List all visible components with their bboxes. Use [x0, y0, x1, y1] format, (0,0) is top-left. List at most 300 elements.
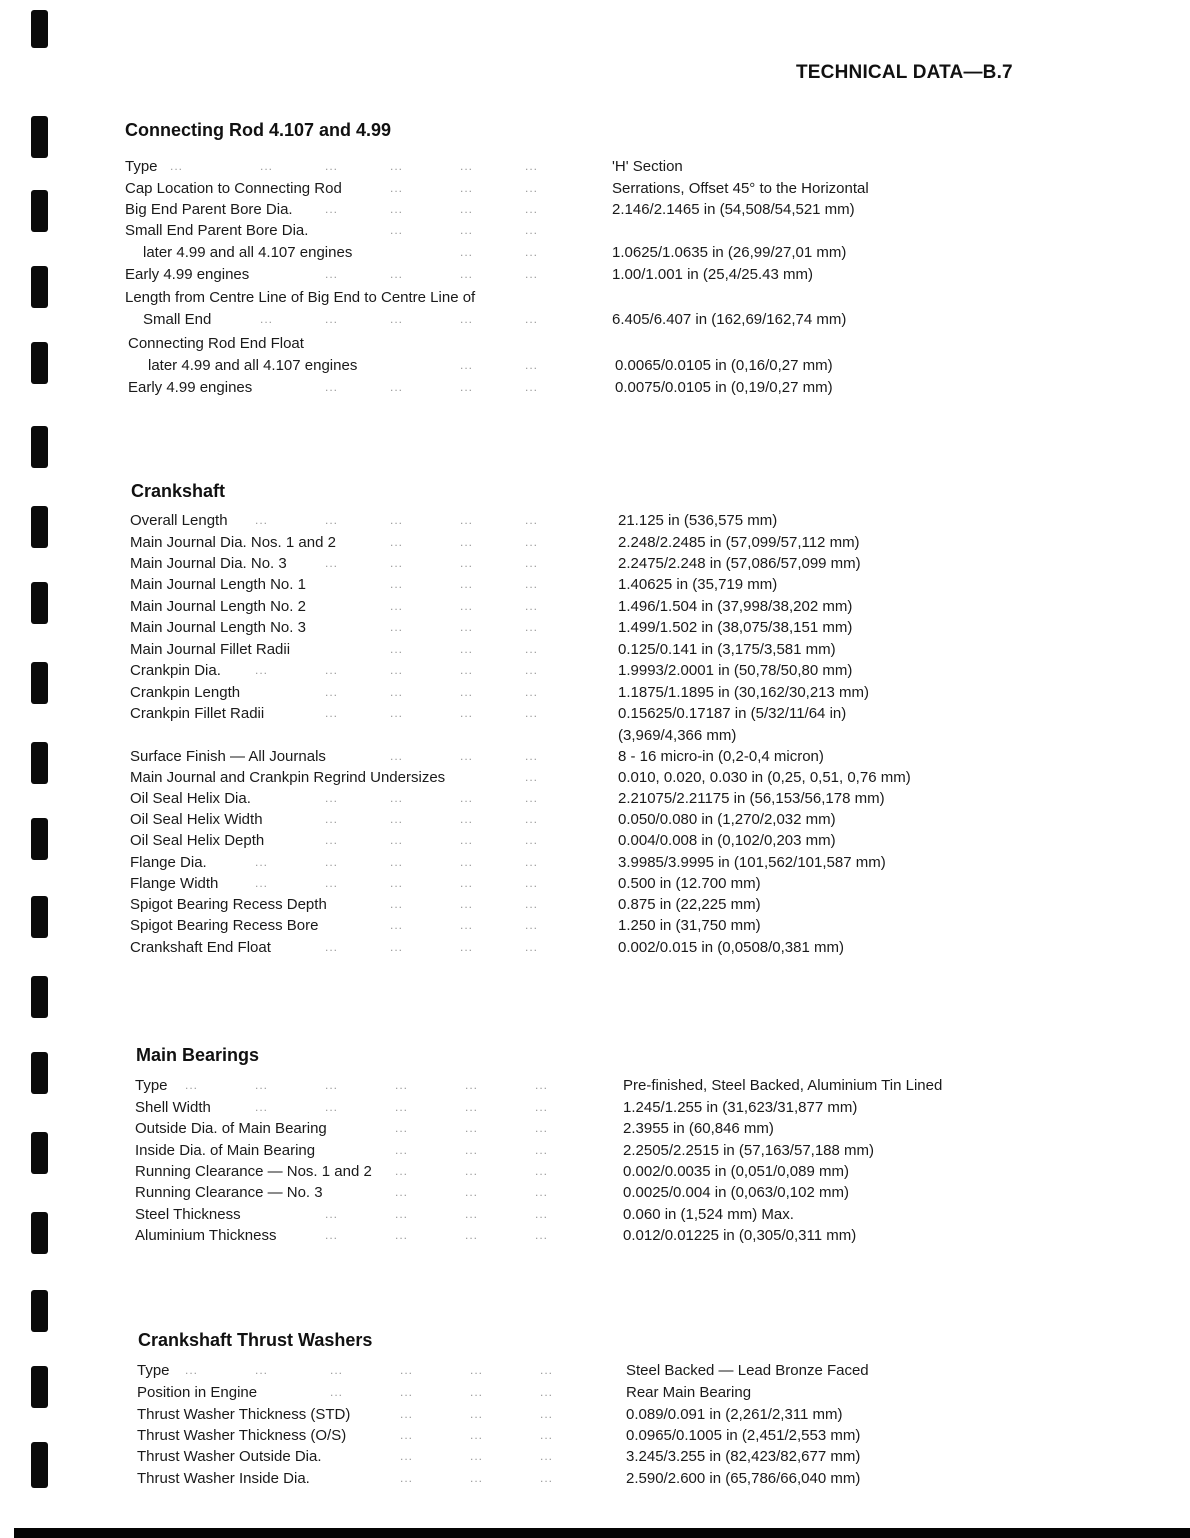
spec-row — [0, 767, 1190, 788]
spec-label: Crankshaft End Float — [130, 939, 271, 956]
spec-value: 0.0065/0.0105 in (0,16/0,27 mm) — [615, 357, 833, 374]
leader-dots: ... — [390, 833, 404, 847]
leader-dots: ... — [185, 1078, 199, 1092]
leader-dots: ... — [525, 940, 539, 954]
leader-dots: ... — [185, 1363, 199, 1377]
leader-dots: ... — [525, 642, 539, 656]
spec-label: Position in Engine — [137, 1384, 258, 1401]
spec-label: Shell Width — [135, 1099, 211, 1116]
spec-label: Small End — [143, 311, 212, 328]
spec-label: Spigot Bearing Recess Depth — [130, 896, 327, 913]
leader-dots: ... — [390, 897, 404, 911]
spec-value: 2.21075/2.21175 in (56,153/56,178 mm) — [618, 790, 885, 807]
spec-value: 1.9993/2.0001 in (50,78/50,80 mm) — [618, 662, 853, 679]
spec-row — [0, 510, 1190, 531]
spec-row — [0, 1075, 1190, 1096]
spec-label: Type — [125, 158, 158, 175]
leader-dots: ... — [390, 181, 404, 195]
spec-row — [0, 1204, 1190, 1225]
spec-row — [0, 1382, 1190, 1403]
leader-dots: ... — [390, 706, 404, 720]
spec-value: 0.002/0.0035 in (0,051/0,089 mm) — [623, 1163, 849, 1180]
leader-dots: ... — [390, 791, 404, 805]
spec-row — [0, 1360, 1190, 1381]
spec-row — [0, 725, 1190, 746]
leader-dots: ... — [525, 918, 539, 932]
leader-dots: ... — [395, 1207, 409, 1221]
spec-value: 0.002/0.015 in (0,0508/0,381 mm) — [618, 939, 844, 956]
section-title: Crankshaft Thrust Washers — [138, 1330, 373, 1350]
leader-dots: ... — [395, 1228, 409, 1242]
leader-dots: ... — [525, 620, 539, 634]
spec-value: 1.0625/1.0635 in (26,99/27,01 mm) — [612, 244, 847, 261]
leader-dots: ... — [525, 223, 539, 237]
leader-dots: ... — [325, 876, 339, 890]
leader-dots: ... — [170, 159, 184, 173]
spec-value: 0.0965/0.1005 in (2,451/2,553 mm) — [626, 1427, 861, 1444]
leader-dots: ... — [325, 1207, 339, 1221]
spec-row — [0, 287, 1190, 308]
leader-dots: ... — [535, 1228, 549, 1242]
spec-row — [0, 703, 1190, 724]
spec-label: Main Journal Fillet Radii — [130, 641, 291, 658]
leader-dots: ... — [525, 159, 539, 173]
leader-dots: ... — [525, 181, 539, 195]
leader-dots: ... — [325, 791, 339, 805]
leader-dots: ... — [460, 513, 474, 527]
binding-hole-mark — [31, 116, 48, 158]
spec-label: Oil Seal Helix Width — [130, 811, 263, 828]
spec-row — [0, 639, 1190, 660]
spec-label: Connecting Rod End Float — [128, 335, 304, 352]
spec-row — [0, 553, 1190, 574]
leader-dots: ... — [525, 599, 539, 613]
leader-dots: ... — [540, 1385, 554, 1399]
leader-dots: ... — [330, 1363, 344, 1377]
leader-dots: ... — [390, 620, 404, 634]
spec-row — [0, 746, 1190, 767]
leader-dots: ... — [525, 833, 539, 847]
leader-dots: ... — [460, 791, 474, 805]
section-title: Crankshaft — [131, 481, 226, 501]
leader-dots: ... — [390, 267, 404, 281]
binding-hole-mark — [31, 10, 48, 48]
leader-dots: ... — [325, 159, 339, 173]
leader-dots: ... — [400, 1449, 414, 1463]
spec-label: Oil Seal Helix Dia. — [130, 790, 251, 807]
spec-label: Aluminium Thickness — [135, 1227, 277, 1244]
spec-value: (3,969/4,366 mm) — [618, 727, 737, 744]
leader-dots: ... — [460, 535, 474, 549]
leader-dots: ... — [325, 812, 339, 826]
spec-row — [0, 873, 1190, 894]
leader-dots: ... — [325, 1100, 339, 1114]
leader-dots: ... — [325, 663, 339, 677]
leader-dots: ... — [460, 749, 474, 763]
leader-dots: ... — [325, 833, 339, 847]
leader-dots: ... — [260, 312, 274, 326]
spec-value: 0.0075/0.0105 in (0,19/0,27 mm) — [615, 379, 833, 396]
leader-dots: ... — [525, 791, 539, 805]
leader-dots: ... — [525, 556, 539, 570]
spec-label: Surface Finish — All Journals — [130, 748, 326, 765]
leader-dots: ... — [535, 1078, 549, 1092]
spec-value: 3.245/3.255 in (82,423/82,677 mm) — [626, 1448, 861, 1465]
spec-value: Steel Backed — Lead Bronze Faced — [626, 1362, 869, 1379]
leader-dots: ... — [460, 181, 474, 195]
spec-label: Crankpin Fillet Radii — [130, 705, 265, 722]
section-title: Connecting Rod 4.107 and 4.99 — [125, 120, 392, 140]
spec-value: Pre-finished, Steel Backed, Aluminium Tin Lined — [623, 1077, 943, 1094]
leader-dots: ... — [325, 940, 339, 954]
spec-label: Main Journal Length No. 1 — [130, 576, 306, 593]
spec-row — [0, 852, 1190, 873]
spec-label: Running Clearance — No. 3 — [135, 1184, 323, 1201]
spec-row — [0, 788, 1190, 809]
leader-dots: ... — [325, 202, 339, 216]
spec-label: Thrust Washer Thickness (O/S) — [137, 1427, 347, 1444]
spec-label: Flange Dia. — [130, 854, 207, 871]
spec-row — [0, 1118, 1190, 1139]
spec-row — [0, 1140, 1190, 1161]
leader-dots: ... — [395, 1100, 409, 1114]
spec-row — [0, 809, 1190, 830]
leader-dots: ... — [525, 706, 539, 720]
leader-dots: ... — [390, 577, 404, 591]
leader-dots: ... — [525, 312, 539, 326]
leader-dots: ... — [390, 202, 404, 216]
leader-dots: ... — [465, 1185, 479, 1199]
leader-dots: ... — [325, 1078, 339, 1092]
leader-dots: ... — [470, 1407, 484, 1421]
leader-dots: ... — [460, 159, 474, 173]
section-title: Main Bearings — [136, 1045, 260, 1065]
spec-label: Oil Seal Helix Depth — [130, 832, 265, 849]
leader-dots: ... — [400, 1385, 414, 1399]
leader-dots: ... — [460, 312, 474, 326]
leader-dots: ... — [460, 556, 474, 570]
spec-row — [0, 596, 1190, 617]
spec-value: 3.9985/3.9995 in (101,562/101,587 mm) — [618, 854, 886, 871]
leader-dots: ... — [400, 1471, 414, 1485]
leader-dots: ... — [460, 380, 474, 394]
spec-value: 0.125/0.141 in (3,175/3,581 mm) — [618, 641, 836, 658]
spec-label: Crankpin Dia. — [130, 662, 221, 679]
spec-row — [0, 355, 1190, 376]
spec-value: 1.499/1.502 in (38,075/38,151 mm) — [618, 619, 853, 636]
leader-dots: ... — [465, 1100, 479, 1114]
leader-dots: ... — [525, 202, 539, 216]
leader-dots: ... — [525, 380, 539, 394]
spec-value: 0.060 in (1,524 mm) Max. — [623, 1206, 794, 1223]
leader-dots: ... — [470, 1428, 484, 1442]
spec-value: 'H' Section — [612, 158, 683, 175]
leader-dots: ... — [390, 812, 404, 826]
spec-row — [0, 1425, 1190, 1446]
leader-dots: ... — [465, 1078, 479, 1092]
leader-dots: ... — [255, 855, 269, 869]
leader-dots: ... — [460, 918, 474, 932]
leader-dots: ... — [525, 267, 539, 281]
spec-value: 1.40625 in (35,719 mm) — [618, 576, 778, 593]
leader-dots: ... — [525, 876, 539, 890]
spec-value: Serrations, Offset 45° to the Horizontal — [612, 180, 869, 197]
leader-dots: ... — [525, 577, 539, 591]
spec-label: Thrust Washer Inside Dia. — [137, 1470, 310, 1487]
spec-label: Steel Thickness — [135, 1206, 241, 1223]
spec-value: 1.245/1.255 in (31,623/31,877 mm) — [623, 1099, 858, 1116]
leader-dots: ... — [390, 159, 404, 173]
leader-dots: ... — [525, 685, 539, 699]
leader-dots: ... — [390, 642, 404, 656]
leader-dots: ... — [470, 1385, 484, 1399]
leader-dots: ... — [395, 1185, 409, 1199]
spec-value: 0.0025/0.004 in (0,063/0,102 mm) — [623, 1184, 849, 1201]
leader-dots: ... — [395, 1121, 409, 1135]
spec-row — [0, 199, 1190, 220]
spec-row — [0, 1468, 1190, 1489]
spec-value: 0.500 in (12.700 mm) — [618, 875, 761, 892]
spec-label: Cap Location to Connecting Rod — [125, 180, 342, 197]
leader-dots: ... — [460, 897, 474, 911]
binding-hole-mark — [31, 426, 48, 468]
leader-dots: ... — [460, 642, 474, 656]
leader-dots: ... — [470, 1363, 484, 1377]
binding-hole-mark — [31, 976, 48, 1018]
spec-label: Main Journal and Crankpin Regrind Undersizes — [130, 769, 446, 786]
spec-label: Length from Centre Line of Big End to Centre Line of — [125, 289, 476, 306]
spec-value: 2.248/2.2485 in (57,099/57,112 mm) — [618, 534, 860, 551]
spec-label: Thrust Washer Thickness (STD) — [137, 1406, 351, 1423]
leader-dots: ... — [390, 685, 404, 699]
leader-dots: ... — [465, 1228, 479, 1242]
spec-row — [0, 1404, 1190, 1425]
leader-dots: ... — [460, 876, 474, 890]
leader-dots: ... — [535, 1207, 549, 1221]
spec-label: Main Journal Dia. Nos. 1 and 2 — [130, 534, 336, 551]
leader-dots: ... — [535, 1164, 549, 1178]
leader-dots: ... — [390, 535, 404, 549]
spec-row — [0, 937, 1190, 958]
spec-row — [0, 617, 1190, 638]
spec-label: Type — [135, 1077, 168, 1094]
spec-value: 0.012/0.01225 in (0,305/0,311 mm) — [623, 1227, 857, 1244]
spec-value: 0.004/0.008 in (0,102/0,203 mm) — [618, 832, 836, 849]
spec-label: Crankpin Length — [130, 684, 241, 701]
spec-row — [0, 574, 1190, 595]
spec-row — [0, 309, 1190, 330]
spec-value: 6.405/6.407 in (162,69/162,74 mm) — [612, 311, 847, 328]
leader-dots: ... — [540, 1407, 554, 1421]
leader-dots: ... — [325, 380, 339, 394]
leader-dots: ... — [325, 513, 339, 527]
binding-hole-mark — [31, 1290, 48, 1332]
spec-label: Type — [137, 1362, 170, 1379]
spec-value: 2.590/2.600 in (65,786/66,040 mm) — [626, 1470, 861, 1487]
spec-label: Main Journal Length No. 2 — [130, 598, 306, 615]
leader-dots: ... — [460, 940, 474, 954]
leader-dots: ... — [465, 1164, 479, 1178]
leader-dots: ... — [325, 706, 339, 720]
spec-value: 0.050/0.080 in (1,270/2,032 mm) — [618, 811, 836, 828]
leader-dots: ... — [330, 1385, 344, 1399]
leader-dots: ... — [390, 312, 404, 326]
spec-value: 2.146/2.1465 in (54,508/54,521 mm) — [612, 201, 855, 218]
leader-dots: ... — [460, 223, 474, 237]
spec-label: Outside Dia. of Main Bearing — [135, 1120, 327, 1137]
spec-value: 0.15625/0.17187 in (5/32/11/64 in) — [618, 705, 847, 722]
spec-label: Big End Parent Bore Dia. — [125, 201, 293, 218]
spec-row — [0, 894, 1190, 915]
leader-dots: ... — [395, 1143, 409, 1157]
leader-dots: ... — [460, 358, 474, 372]
leader-dots: ... — [460, 577, 474, 591]
leader-dots: ... — [390, 663, 404, 677]
leader-dots: ... — [540, 1449, 554, 1463]
leader-dots: ... — [470, 1449, 484, 1463]
leader-dots: ... — [390, 940, 404, 954]
spec-label: Spigot Bearing Recess Bore — [130, 917, 319, 934]
spec-value: 0.875 in (22,225 mm) — [618, 896, 761, 913]
page-header-title: TECHNICAL DATA—B.7 — [796, 62, 1013, 83]
leader-dots: ... — [390, 918, 404, 932]
leader-dots: ... — [255, 876, 269, 890]
spec-value: 2.2475/2.248 in (57,086/57,099 mm) — [618, 555, 861, 572]
spec-value: 21.125 in (536,575 mm) — [618, 512, 778, 529]
leader-dots: ... — [255, 663, 269, 677]
leader-dots: ... — [460, 855, 474, 869]
spec-value: 8 - 16 micro-in (0,2-0,4 micron) — [618, 748, 824, 765]
leader-dots: ... — [525, 770, 539, 784]
leader-dots: ... — [470, 1471, 484, 1485]
leader-dots: ... — [255, 1363, 269, 1377]
spec-label: Thrust Washer Outside Dia. — [137, 1448, 322, 1465]
leader-dots: ... — [390, 876, 404, 890]
spec-label: Early 4.99 engines — [128, 379, 253, 396]
leader-dots: ... — [465, 1143, 479, 1157]
leader-dots: ... — [325, 312, 339, 326]
spec-label: later 4.99 and all 4.107 engines — [148, 357, 358, 374]
leader-dots: ... — [540, 1363, 554, 1377]
leader-dots: ... — [390, 556, 404, 570]
leader-dots: ... — [325, 855, 339, 869]
leader-dots: ... — [255, 1100, 269, 1114]
spec-row — [0, 1097, 1190, 1118]
leader-dots: ... — [460, 245, 474, 259]
spec-row — [0, 1225, 1190, 1246]
spec-row — [0, 1161, 1190, 1182]
spec-value: 1.250 in (31,750 mm) — [618, 917, 761, 934]
leader-dots: ... — [460, 812, 474, 826]
bottom-rule — [14, 1528, 1190, 1538]
leader-dots: ... — [540, 1428, 554, 1442]
spec-row — [0, 264, 1190, 285]
leader-dots: ... — [535, 1100, 549, 1114]
spec-label: Flange Width — [130, 875, 219, 892]
spec-row — [0, 377, 1190, 398]
spec-label: Main Journal Dia. No. 3 — [130, 555, 287, 572]
leader-dots: ... — [525, 897, 539, 911]
leader-dots: ... — [525, 358, 539, 372]
leader-dots: ... — [460, 833, 474, 847]
leader-dots: ... — [390, 599, 404, 613]
leader-dots: ... — [460, 599, 474, 613]
spec-label: Overall Length — [130, 512, 228, 529]
spec-row — [0, 1182, 1190, 1203]
leader-dots: ... — [400, 1407, 414, 1421]
spec-label: Early 4.99 engines — [125, 266, 250, 283]
leader-dots: ... — [390, 223, 404, 237]
leader-dots: ... — [525, 535, 539, 549]
leader-dots: ... — [325, 685, 339, 699]
spec-value: 0.089/0.091 in (2,261/2,311 mm) — [626, 1406, 843, 1423]
spec-value: 0.010, 0.020, 0.030 in (0,25, 0,51, 0,76 mm) — [618, 769, 911, 786]
leader-dots: ... — [525, 749, 539, 763]
spec-row — [0, 682, 1190, 703]
spec-row — [0, 532, 1190, 553]
spec-label: Small End Parent Bore Dia. — [125, 222, 309, 239]
leader-dots: ... — [260, 159, 274, 173]
leader-dots: ... — [460, 267, 474, 281]
spec-value: 1.00/1.001 in (25,4/25.43 mm) — [612, 266, 813, 283]
leader-dots: ... — [390, 380, 404, 394]
leader-dots: ... — [325, 1228, 339, 1242]
spec-value: 2.3955 in (60,846 mm) — [623, 1120, 774, 1137]
leader-dots: ... — [460, 202, 474, 216]
leader-dots: ... — [325, 267, 339, 281]
leader-dots: ... — [465, 1207, 479, 1221]
spec-row — [0, 242, 1190, 263]
leader-dots: ... — [460, 685, 474, 699]
leader-dots: ... — [460, 663, 474, 677]
leader-dots: ... — [525, 513, 539, 527]
spec-value: 2.2505/2.2515 in (57,163/57,188 mm) — [623, 1142, 875, 1159]
spec-row — [0, 156, 1190, 177]
spec-label: later 4.99 and all 4.107 engines — [143, 244, 353, 261]
leader-dots: ... — [535, 1143, 549, 1157]
spec-value: 1.1875/1.1895 in (30,162/30,213 mm) — [618, 684, 870, 701]
leader-dots: ... — [390, 513, 404, 527]
spec-value: Rear Main Bearing — [626, 1384, 752, 1401]
leader-dots: ... — [400, 1428, 414, 1442]
leader-dots: ... — [395, 1164, 409, 1178]
leader-dots: ... — [460, 620, 474, 634]
leader-dots: ... — [255, 513, 269, 527]
leader-dots: ... — [535, 1185, 549, 1199]
leader-dots: ... — [540, 1471, 554, 1485]
spec-row — [0, 1446, 1190, 1467]
leader-dots: ... — [400, 1363, 414, 1377]
leader-dots: ... — [395, 1078, 409, 1092]
spec-label: Inside Dia. of Main Bearing — [135, 1142, 316, 1159]
leader-dots: ... — [390, 749, 404, 763]
spec-label: Running Clearance — Nos. 1 and 2 — [135, 1163, 372, 1180]
leader-dots: ... — [525, 663, 539, 677]
leader-dots: ... — [325, 556, 339, 570]
spec-row — [0, 220, 1190, 241]
leader-dots: ... — [525, 245, 539, 259]
spec-row — [0, 333, 1190, 354]
leader-dots: ... — [460, 706, 474, 720]
leader-dots: ... — [525, 855, 539, 869]
spec-row — [0, 178, 1190, 199]
spec-row — [0, 660, 1190, 681]
leader-dots: ... — [465, 1121, 479, 1135]
spec-row — [0, 830, 1190, 851]
leader-dots: ... — [535, 1121, 549, 1135]
spec-row — [0, 915, 1190, 936]
spec-value: 1.496/1.504 in (37,998/38,202 mm) — [618, 598, 853, 615]
